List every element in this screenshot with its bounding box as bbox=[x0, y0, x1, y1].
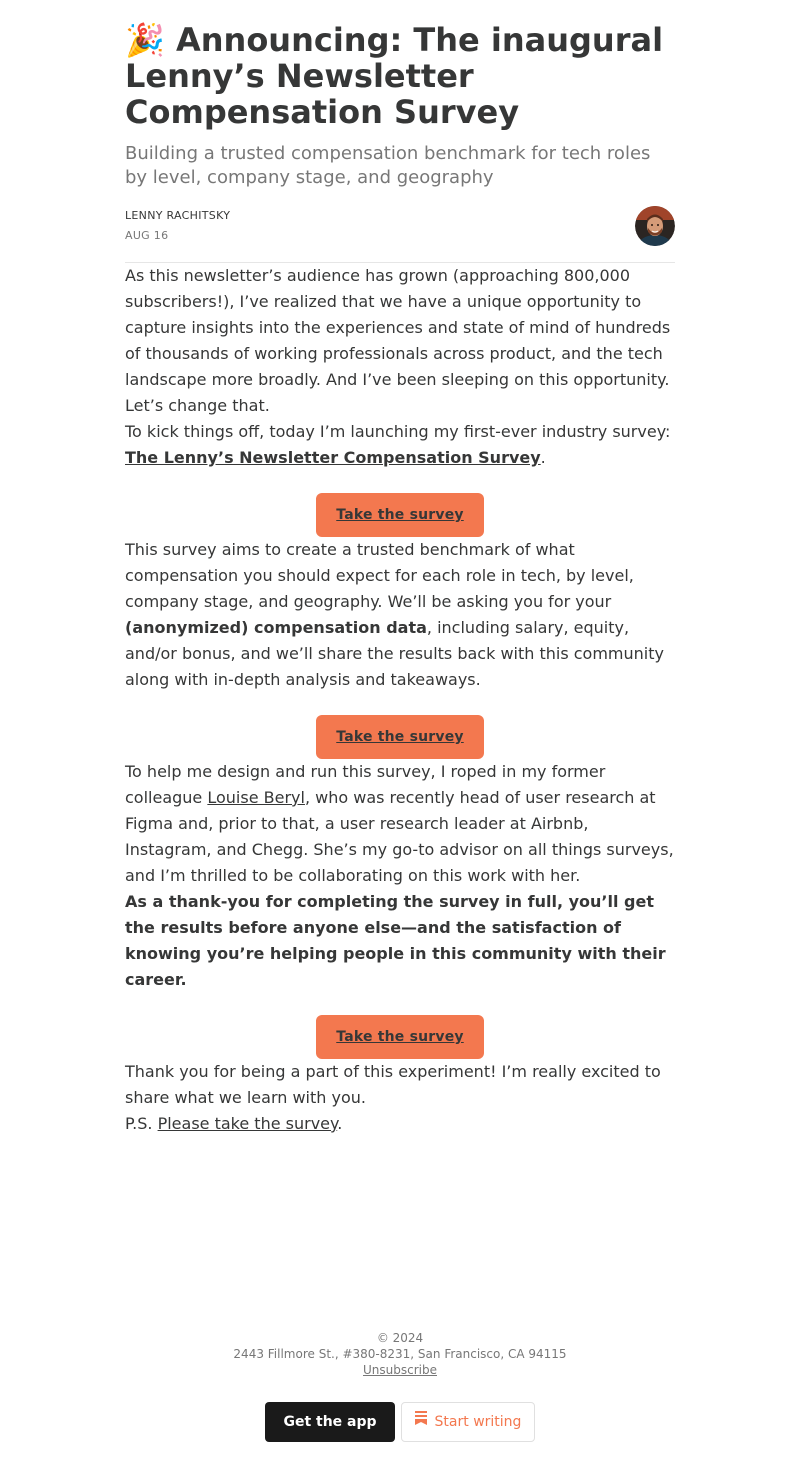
paragraph-kickoff bbox=[125, 419, 675, 471]
ps-survey-link[interactable]: Please take the survey bbox=[157, 1114, 338, 1133]
footer-buttons bbox=[0, 1402, 800, 1442]
cta-wrap-1 bbox=[125, 493, 675, 537]
take-survey-button[interactable]: Take the survey bbox=[316, 493, 483, 537]
post-container bbox=[125, 0, 675, 1137]
benchmark-text-a: This survey aims to create a trusted benchmark of what compensation you should expect for each role in tech, by level, company stage, and geography. We’ll be asking you for your bbox=[125, 540, 634, 611]
paragraph-collaborator bbox=[125, 759, 675, 889]
benchmark-text-b: , including salary, equity, and/or bonus, and we’ll share the results back with this community along with in-depth analysis and takeaways. bbox=[125, 618, 664, 689]
kickoff-end: . bbox=[540, 448, 546, 467]
address: 2443 Fillmore St., #380-8231, San Francisco, CA 94115 bbox=[233, 1347, 567, 1361]
post-title: 🎉 Announcing: The inaugural Lenny’s Newsletter Compensation Survey bbox=[125, 21, 664, 131]
survey-link[interactable]: The Lenny’s Newsletter Compensation Survey bbox=[125, 448, 541, 467]
louise-beryl-link[interactable]: Louise Beryl bbox=[207, 788, 305, 807]
paragraph-benchmark bbox=[125, 537, 675, 693]
paragraph-closing: Thank you for being a part of this experiment! I’m really excited to share what we learn with you. bbox=[125, 1062, 661, 1107]
kickoff-text: To kick things off, today I’m launching my first-ever industry survey: bbox=[125, 422, 671, 441]
post-body bbox=[125, 263, 675, 1137]
ps-end: . bbox=[337, 1114, 343, 1133]
paragraph-thank-you: As a thank-you for completing the survey in full, you’ll get the results before anyone else—and the satisfaction of knowing you’re helping people in this community with their career. bbox=[125, 892, 666, 989]
byline bbox=[125, 206, 675, 263]
benchmark-bold: (anonymized) compensation data bbox=[125, 618, 427, 637]
paragraph-ps bbox=[125, 1111, 675, 1137]
cta-wrap-2 bbox=[125, 715, 675, 759]
author-avatar[interactable] bbox=[635, 206, 675, 246]
start-writing-button[interactable] bbox=[401, 1402, 535, 1442]
paragraph-intro: As this newsletter’s audience has grown (approaching 800,000 subscribers!), I’ve realized that we have a unique opportunity to capture insights into the experiences and state of mind of hundreds of thousands of working professionals across product, and the tech landscape more broadly. And I’ve been sleeping on this opportunity. bbox=[125, 266, 671, 389]
collaborator-text-b: , who was recently head of user research at Figma and, prior to that, a user research leader at Airbnb, Instagram, and Chegg. She’s my go-to advisor on all things surveys, and I’m thrilled to be collaborating on this work with her. bbox=[125, 788, 674, 885]
bookmark-icon bbox=[415, 1402, 427, 1440]
collaborator-text-a: To help me design and run this survey, I roped in my former colleague bbox=[125, 762, 606, 807]
take-survey-button[interactable]: Take the survey bbox=[316, 715, 483, 759]
start-writing-label: Start writing bbox=[434, 1414, 522, 1430]
avatar-photo-icon bbox=[635, 206, 675, 246]
post-date: AUG 16 bbox=[125, 229, 169, 242]
footer bbox=[0, 1330, 800, 1378]
author-name[interactable]: LENNY RACHITSKY bbox=[125, 209, 231, 222]
get-app-button[interactable]: Get the app bbox=[265, 1402, 395, 1442]
copyright: © 2024 bbox=[376, 1331, 424, 1345]
cta-wrap-3 bbox=[125, 1015, 675, 1059]
paragraph-change: Let’s change that. bbox=[125, 396, 270, 415]
ps-prefix: P.S. bbox=[125, 1114, 158, 1133]
unsubscribe-link[interactable]: Unsubscribe bbox=[363, 1363, 437, 1377]
take-survey-button[interactable]: Take the survey bbox=[316, 1015, 483, 1059]
post-subtitle: Building a trusted compensation benchmark for tech roles by level, company stage, and geography bbox=[125, 143, 651, 188]
